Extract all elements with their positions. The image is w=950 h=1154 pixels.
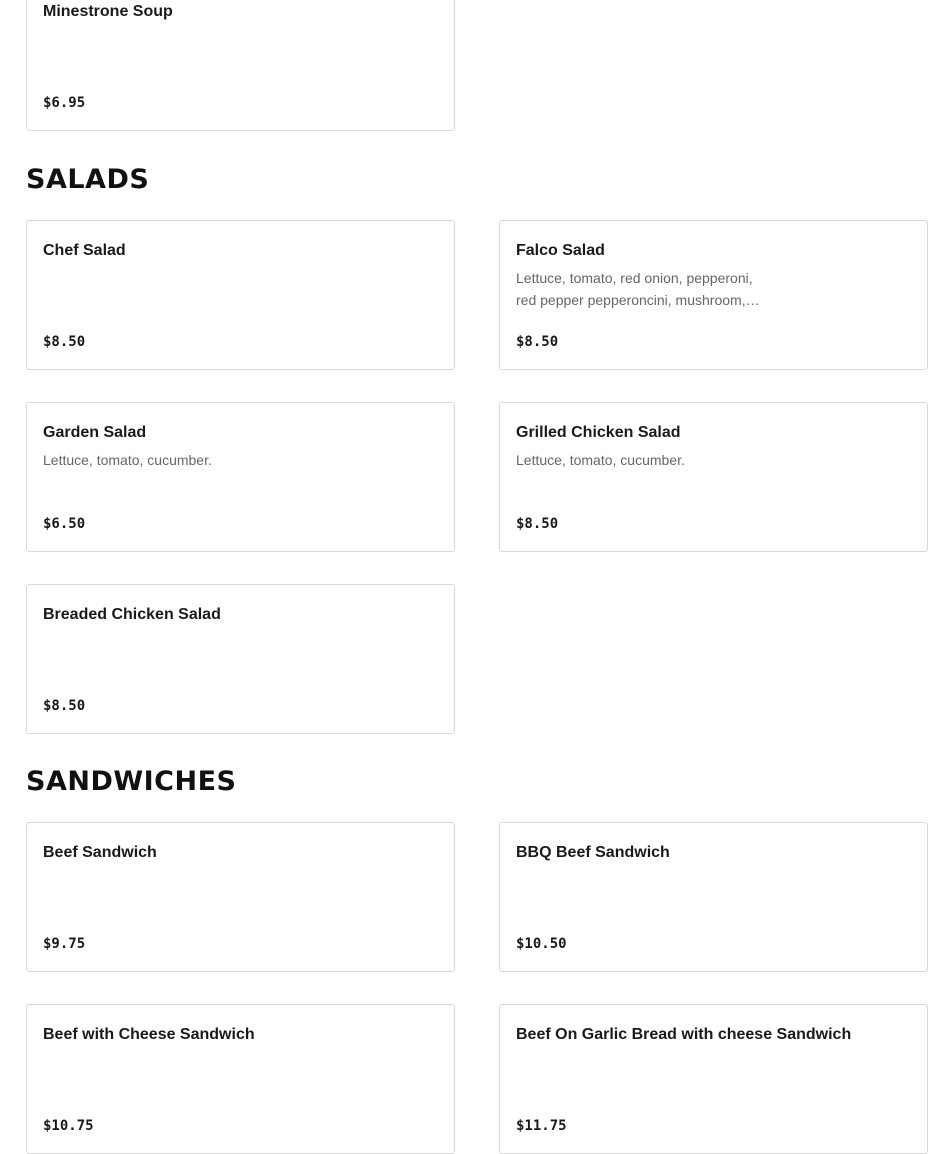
menu-item-card[interactable]: [26, 1004, 455, 1154]
section-title-sandwiches: SANDWICHES: [26, 766, 237, 797]
menu-item-price: $8.50: [516, 334, 559, 350]
menu-item-name: Breaded Chicken Salad: [43, 606, 221, 623]
menu-item-card[interactable]: [26, 402, 455, 552]
menu-item-card[interactable]: [499, 822, 928, 972]
menu-item-name: Beef Sandwich: [43, 844, 157, 861]
menu-item-price: $8.50: [43, 334, 86, 350]
menu-item-price: $10.50: [516, 936, 567, 952]
menu-item-name: Beef with Cheese Sandwich: [43, 1026, 255, 1043]
menu-item-price: $10.75: [43, 1118, 94, 1134]
menu-item-description: Lettuce, tomato, cucumber.: [516, 452, 685, 468]
menu-item-card[interactable]: [26, 822, 455, 972]
menu-item-price: $8.50: [43, 698, 86, 714]
menu-item-card[interactable]: [499, 402, 928, 552]
section-title-salads: SALADS: [26, 164, 150, 195]
menu-item-card[interactable]: [499, 1004, 928, 1154]
menu-item-name: BBQ Beef Sandwich: [516, 844, 670, 861]
menu-item-name: Beef On Garlic Bread with cheese Sandwich: [516, 1026, 852, 1043]
menu-item-price: $9.75: [43, 936, 86, 952]
menu-item-card[interactable]: [26, 584, 455, 734]
menu-item-name: Grilled Chicken Salad: [516, 424, 681, 441]
menu-item-card[interactable]: [499, 220, 928, 370]
menu-item-card[interactable]: [26, 220, 455, 370]
menu-item-name: Garden Salad: [43, 424, 147, 441]
menu-item-price: $8.50: [516, 516, 559, 532]
menu-item-name: Minestrone Soup: [43, 3, 173, 20]
menu-item-price: $6.50: [43, 516, 86, 532]
menu-item-price: $6.95: [43, 95, 86, 111]
menu-item-description: Lettuce, tomato, cucumber.: [43, 452, 212, 468]
menu-item-description: Lettuce, tomato, red onion, pepperoni, red pepper pepperoncini, mushroom,…: [516, 270, 760, 308]
menu-item-card[interactable]: [26, 0, 455, 131]
menu-item-name: Falco Salad: [516, 242, 605, 259]
menu-item-price: $11.75: [516, 1118, 567, 1134]
menu-item-name: Chef Salad: [43, 242, 126, 259]
